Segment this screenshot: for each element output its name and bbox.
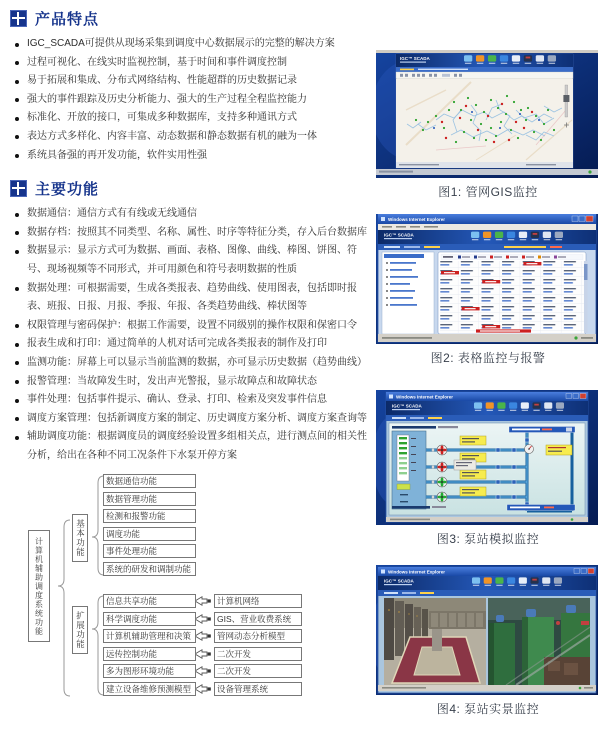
window-control-buttons <box>572 216 593 222</box>
diagram-node: 二次开发 <box>214 664 302 678</box>
app-logo: IGC™ SCADA <box>400 56 430 61</box>
function-item: 报表生成和打印：通过简单的人机对话可完成各类报表的制作及打印 <box>12 335 376 354</box>
figure2-table-monitoring <box>376 214 600 366</box>
app-logo: IGC™ SCADA <box>384 578 414 584</box>
data-grid-panel <box>438 252 588 334</box>
scada-diagram <box>389 423 585 515</box>
diagram-node: 事件处理功能 <box>103 544 196 558</box>
plus-icon <box>10 10 27 27</box>
window-title: Windows Internet Explorer <box>388 569 445 575</box>
text-column <box>8 6 376 710</box>
diagram-node: 检测和报警功能 <box>103 509 196 523</box>
diagram-node: 建立设备维修预测模型 <box>103 682 196 696</box>
browser-window <box>378 567 596 693</box>
window-title: Windows Internet Explorer <box>396 394 453 400</box>
function-item: 权限管理与密码保护：根据工作需要，设置不同级别的操作权限和保密口令 <box>12 317 376 336</box>
pressure-gauge <box>525 445 534 454</box>
window-title: Windows Internet Explorer <box>388 217 445 222</box>
exchange-arrow-icons <box>195 597 211 693</box>
figure2-image <box>376 214 598 344</box>
diagram-node: 计算机辅助管理和决策 <box>103 629 196 643</box>
diagram-node: 科学调度功能 <box>103 612 196 626</box>
feature-item: IGC_SCADA可提供从现场采集到调度中心数据展示的完整的解决方案 <box>12 35 376 54</box>
tooltip-popup <box>454 460 476 470</box>
function-item: 辅助调度功能：根据调度员的调度经验设置多组相关点，进行测点间的相关性分析，给出在各种不同工况条件下水泵开停方案 <box>12 428 376 465</box>
alarm-banner-top <box>509 427 575 433</box>
feature-item: 表达方式多样化、内容丰富、动态数据和静态数据有机的融为一体 <box>12 128 376 147</box>
figure2-caption: 图2: 表格监控与报警 <box>430 351 546 365</box>
function-item: 监测功能：屏幕上可以显示当前监测的数据，亦可显示历史数据（趋势曲线） <box>12 354 376 373</box>
section-header-functions <box>10 178 376 199</box>
alarm-banner-bottom <box>507 505 575 511</box>
diagram-node: 数据通信功能 <box>103 474 196 488</box>
feature-item: 过程可视化、在线实时监视控制，基于时间和事件调度控制 <box>12 54 376 73</box>
function-item: 数据处理：可根据需要，生成各类报表、趋势曲线、使用图表，包括即时报表、班报、日报、月报、季报、年报、各类趋势曲线、棒状图等 <box>12 280 376 317</box>
window-control-buttons <box>574 569 594 574</box>
camera-view-right <box>488 598 590 685</box>
app-logo: IGC™ SCADA <box>384 232 414 238</box>
diagram-extended-group-label: 扩展功能 <box>72 606 88 654</box>
screenshot-column <box>376 0 600 717</box>
diagram-node: 信息共享功能 <box>103 594 196 608</box>
function-item: 事件处理：包括事件提示、确认、登录、打印、检索及突发事件信息 <box>12 391 376 410</box>
diagram-node: 二次开发 <box>214 647 302 661</box>
figure4-live-monitoring <box>376 565 600 717</box>
function-item: 报警管理：当故障发生时，发出声光警报，显示故障点和故障状态 <box>12 373 376 392</box>
feature-item: 系统具备强的再开发功能，软件实用性强 <box>12 147 376 166</box>
figure1-gis-monitoring <box>376 50 600 200</box>
data-grid <box>440 261 584 333</box>
figure3-image <box>376 390 598 525</box>
diagram-node: 远传控制功能 <box>103 647 196 661</box>
gis-window <box>396 54 573 168</box>
feature-item: 强大的事件跟踪及历史分析能力、强大的生产过程全程监控能力 <box>12 91 376 110</box>
browser-window <box>378 214 596 342</box>
browser-window <box>386 392 588 522</box>
figure3-caption: 图3: 泵站模拟监控 <box>436 532 540 546</box>
camera-view-left <box>384 598 486 685</box>
function-item: 数据存档：按照其不同类型、名称、属性、时序等特征分类，存入后台数据库 <box>12 224 376 243</box>
figure4-image <box>376 565 598 695</box>
section-title: 主要功能 <box>35 181 100 199</box>
diagram-node: 管网动态分析模型 <box>214 629 302 643</box>
features-list <box>12 35 376 165</box>
function-item: 数据显示：显示方式可为数据、画面、表格、图像、曲线、棒图、饼图、符号、现场视频等不同形式，并可用颜色和符号表明数据的性质 <box>12 242 376 279</box>
diagram-node: 系统的研发和调制功能 <box>103 562 196 576</box>
sidebar-tree <box>382 252 434 334</box>
window-control-buttons <box>566 394 586 399</box>
map-area <box>396 79 573 162</box>
figure1-caption: 图1: 管网GIS监控 <box>438 185 538 199</box>
diagram-node: 设备管理系统 <box>214 682 302 696</box>
tank-level-gauge <box>392 431 426 509</box>
diagram-root-node: 计算机辅助调度系统功能 <box>28 530 50 642</box>
figure1-image <box>376 50 598 178</box>
diagram-node: GIS、营业收费系统 <box>214 612 302 626</box>
feature-item: 易于拓展和集成、分布式网络结构、性能超群的历史数据记录 <box>12 72 376 91</box>
plus-icon <box>10 180 27 197</box>
function-item: 数据通信：通信方式有有线或无线通信 <box>12 205 376 224</box>
function-item: 调度方案管理：包括新调度方案的制定、历史调度方案分析、调度方案查询等 <box>12 410 376 429</box>
function-tree-diagram <box>8 474 376 710</box>
diagram-node: 多为图形环境功能 <box>103 664 196 678</box>
legend-row <box>441 255 583 260</box>
diagram-node: 数据管理功能 <box>103 492 196 506</box>
diagram-node: 调度功能 <box>103 527 196 541</box>
app-logo: IGC™ SCADA <box>392 403 422 409</box>
section-title: 产品特点 <box>35 11 100 28</box>
figure4-caption: 图4: 泵站实景监控 <box>436 702 540 716</box>
diagram-node: 计算机网络 <box>214 594 302 608</box>
section-header-features <box>10 8 376 29</box>
diagram-basic-group-label: 基本功能 <box>72 514 88 562</box>
functions-list <box>12 205 376 465</box>
feature-item: 标准化、开放的接口，可集成多种数据库，支持多种通讯方式 <box>12 109 376 128</box>
figure3-pump-simulation <box>376 390 600 547</box>
